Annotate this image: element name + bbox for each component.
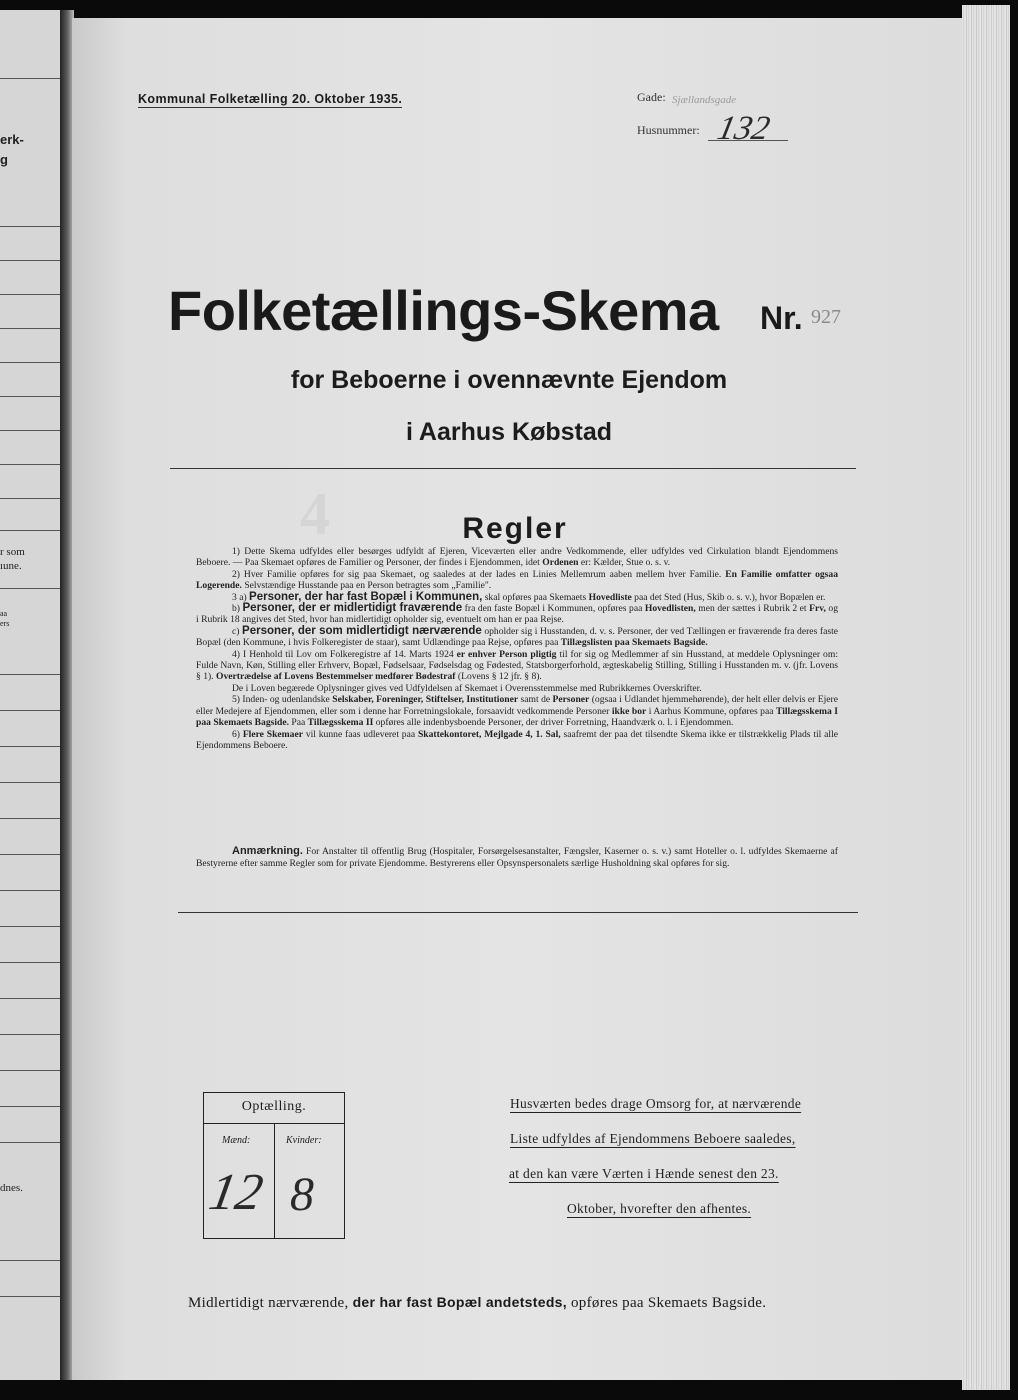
- men-label: Mænd:: [222, 1135, 251, 1146]
- landlord-notice-line: Husværten bedes drage Omsorg for, at nærværende: [510, 1096, 802, 1111]
- rule-6: 6) Flere Skemaer vil kunne faas udleveret paa Skattekontoret, Mejlgade 4, 1. Sal, saafremt der paa det tilsendte Skema ikke er tilstrækkelig Plads til alle Ejendommens Beboere.: [196, 728, 838, 751]
- left-fragment: g: [0, 152, 8, 167]
- rules-heading: Regler: [462, 512, 568, 545]
- left-fragment: dnes.: [0, 1182, 23, 1194]
- rule-4: 4) I Henhold til Lov om Folkeregistre af 14. Marts 1924 er enhver Person pligtig til for sig og Medlemmer af sin Husstand, at meddele Oplysninger om: Fulde Navn, Køn, Stilling eller Erhverv, Bopæl, Fødselsaar, Fødselsdag og Fødested, Statsborgerforhold, ægteskabelig Stilling, Stilling i Husstanden m. v. (jfr. Lovens § 1). Overtrædelse af Lovens Bestemmelser medfører Bødestraf (Lovens § 12 jfr. § 8).: [196, 648, 838, 683]
- footer-note: Midlertidigt nærværende, der har fast Bopæl andetsteds, opføres paa Skemaets Bagside.: [188, 1294, 767, 1311]
- annotation-heading: Anmærkning.: [232, 845, 303, 857]
- house-number-label: Husnummer:: [637, 123, 700, 137]
- landlord-notice-line: Liste udfyldes af Ejendommens Beboere saaledes,: [510, 1131, 796, 1146]
- rule-3b: b) Personer, der er midlertidigt fraværende fra den faste Bopæl i Kommunen, opføres paa Hovedlisten, men der sættes i Rubrik 2 et Frv, og i Rubrik 18 angives det Sted, hvor han midlertidigt opholder sig, eventuelt om han er paa Rejse.: [196, 602, 839, 626]
- adjacent-page: [0, 10, 62, 1380]
- rules-text: [196, 546, 838, 751]
- form-title: Folketællings-Skema: [168, 279, 719, 342]
- women-label: Kvinder:: [286, 1135, 322, 1146]
- form-number-value: 927: [811, 306, 841, 328]
- rule-4b: De i Loven begærede Oplysninger gives ved Udfyldelsen af Skemaet i Overensstemmelse med Rubrikkernes Overskrifter.: [232, 682, 702, 694]
- form-number-label: Nr.: [760, 300, 803, 336]
- form-subtitle-location: i Aarhus Købstad: [405, 418, 613, 446]
- rule-2: 2) Hver Familie opføres for sig paa Skemaet, og saaledes at der lades en Linies Mellemrum aaben mellem hver Familie. En Familie omfatter ogsaa Logerende. Selvstændige Husstande paa en Person betragtes som „Familie".: [196, 568, 838, 592]
- count-box: [203, 1092, 345, 1239]
- landlord-notice-line: Oktober, hvorefter den afhentes.: [567, 1201, 752, 1216]
- census-header: Kommunal Folketælling 20. Oktober 1935.: [138, 92, 403, 106]
- men-count-value: 12: [204, 1164, 268, 1221]
- left-fragment: erk-: [0, 132, 24, 147]
- divider: [178, 912, 858, 913]
- rule-5: 5) Inden- og udenlandske Selskaber, Foreninger, Stiftelser, Institutioner samt de Personer (ogsaa i Udlandet hjemmehørende), der helt eller delvis er Ejere eller Medejere af Ejendommen, eller som i denne har Forretningslokale, forsaavidt vedkommende Personer ikke bor i Aarhus Kommune, opføres paa Tillægsskema I paa Skemaets Bagside. Paa Tillægsskema II opføres alle indenbysboende Personer, der driver Forretning, Haandværk o. l. i Ejendommen.: [196, 694, 838, 729]
- house-number-value: 132: [714, 110, 774, 147]
- page-edges: [962, 5, 1010, 1390]
- form-subtitle: for Beboerne i ovennævnte Ejendom: [290, 366, 728, 394]
- left-fragment: ers: [0, 619, 10, 628]
- rule-1: 1) Dette Skema udfyldes eller besørges udfyldt af Ejeren, Viceværten eller andre Vedkommende, eller udfyldes ved Cirkulation blandt Ejendommens Beboere. — Paa Skemaet opføres de Familier og Personer, der findes i Ejendommen, idet Ordenen er: Kælder, Stue o. s. v.: [196, 546, 838, 569]
- rule-3a: 3 a) Personer, der har fast Bopæl i Kommunen, skal opføres paa Skemaets Hovedliste paa det Sted (Hus, Skib o. s. v.), hvor Bopælen er.: [232, 590, 826, 603]
- left-fragment: ıune.: [0, 560, 22, 572]
- street-value: Sjællandsgade: [672, 94, 737, 106]
- left-fragment: aa: [0, 609, 8, 618]
- count-title: Optælling.: [241, 1099, 307, 1114]
- street-label: Gade:: [637, 90, 666, 104]
- rule-3c: c) Personer, der som midlertidigt nærværende opholder sig i Husstanden, d. v. s. Personer, der ved Tællingen er fraværende fra deres faste Bopæl (den Kommune, i hvis Folkeregister de staar), samt Udlændinge paa Rejse, opføres paa Tillægslisten paa Skemaets Bagside.: [196, 624, 838, 649]
- landlord-notice-line: at den kan være Værten i Hænde senest den 23.: [509, 1166, 779, 1181]
- house-number-line: [708, 140, 788, 141]
- divider: [170, 468, 856, 469]
- left-fragment: r som: [0, 546, 25, 558]
- women-count-value: 8: [290, 1168, 314, 1221]
- annotation-text: Anmærkning. For Anstalter til offentlig Brug (Hospitaler, Forsørgelsesanstalter, Fængsler, Kaserner o. s. v.) samt Hoteller o. l. udfyldes Skemaerne af Bestyrerne efter samme Regler som for private Ejendomme. Bestyrerens eller Opsynspersonalets særlige Husholdning skal opføres for sig.: [196, 845, 838, 869]
